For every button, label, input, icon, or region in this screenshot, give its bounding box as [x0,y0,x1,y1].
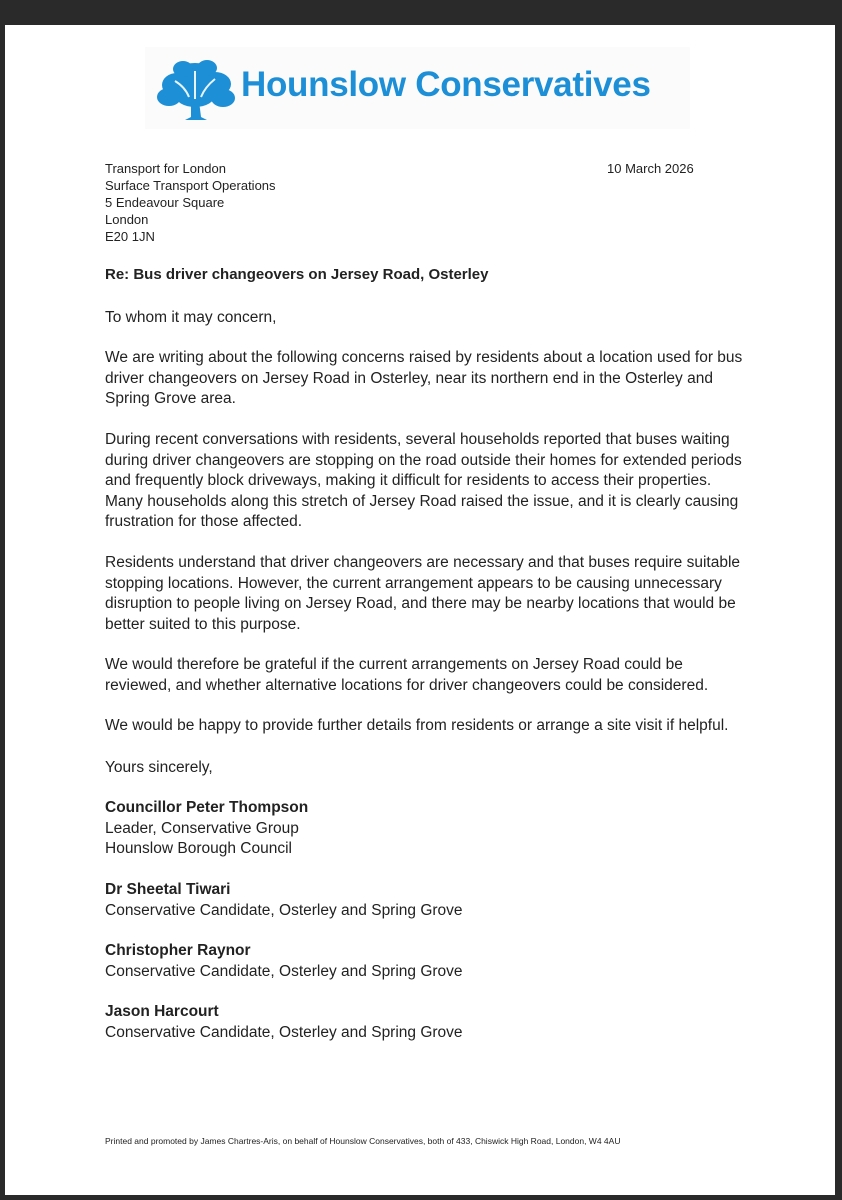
address-line: 5 Endeavour Square [105,195,225,210]
signatory [105,880,463,921]
address-line: Surface Transport Operations [105,178,276,193]
signatory-name: Councillor Peter Thompson [105,799,309,816]
signatory-title: Conservative Candidate, Osterley and Spring Grove [105,1023,463,1041]
letter-date: 10 March 2026 [607,161,694,176]
signatory-title: Hounslow Borough Council [105,840,292,857]
imprint-footer: Printed and promoted by James Chartres-Aris, on behalf of Hounslow Conservatives, both of 433, Chiswick High Road, London, W4 4AU [105,1136,621,1146]
letter-page [5,25,835,1195]
salutation: To whom it may concern, [105,309,277,326]
signatory-title: Leader, Conservative Group [105,819,299,837]
signatory [105,1002,463,1043]
signatory-name: Dr Sheetal Tiwari [105,881,231,898]
address-line: London [105,212,149,227]
signatory-title: Conservative Candidate, Osterley and Spring Grove [105,962,463,980]
paragraph: We are writing about the following concerns raised by residents about a location used for bus driver changeovers on Jersey Road in Osterley, near its northern end in the Osterley and Spring Grove area. [105,349,743,407]
address-line: E20 1JN [105,229,155,244]
organisation-name: Hounslow Conservatives [241,65,651,104]
paragraph: During recent conversations with residents, several households reported that buses waiting during driver changeovers are stopping on the road outside their homes for extended periods and frequently block driveways, making it difficult for residents to access their properties. Many households along this stretch of Jersey Road raised the issue, and it is clearly causing frustration for those affected. [105,431,742,530]
signatory-name: Jason Harcourt [105,1003,219,1020]
recipient-address [105,160,276,245]
address-line: Transport for London [105,161,226,176]
signatory-title: Conservative Candidate, Osterley and Spring Grove [105,901,463,919]
oak-tree-icon [155,57,237,123]
paragraph: Residents understand that driver changeovers are necessary and that buses require suitable stopping locations. However, the current arrangement appears to be causing unnecessary disruption to people living on Jersey Road, and there may be nearby locations that would be better suited to this purpose. [105,554,741,633]
paragraph: We would be happy to provide further details from residents or arrange a site visit if helpful. [105,717,729,734]
paragraph: We would therefore be grateful if the current arrangements on Jersey Road could be reviewed, and whether alternative locations for driver changeovers could be considered. [105,656,709,694]
signatory-name: Christopher Raynor [105,942,251,959]
letterhead [145,47,690,129]
closing: Yours sincerely, [105,759,213,776]
signatory [105,798,308,860]
signatory [105,941,463,982]
subject-line: Re: Bus driver changeovers on Jersey Road, Osterley [105,266,489,283]
